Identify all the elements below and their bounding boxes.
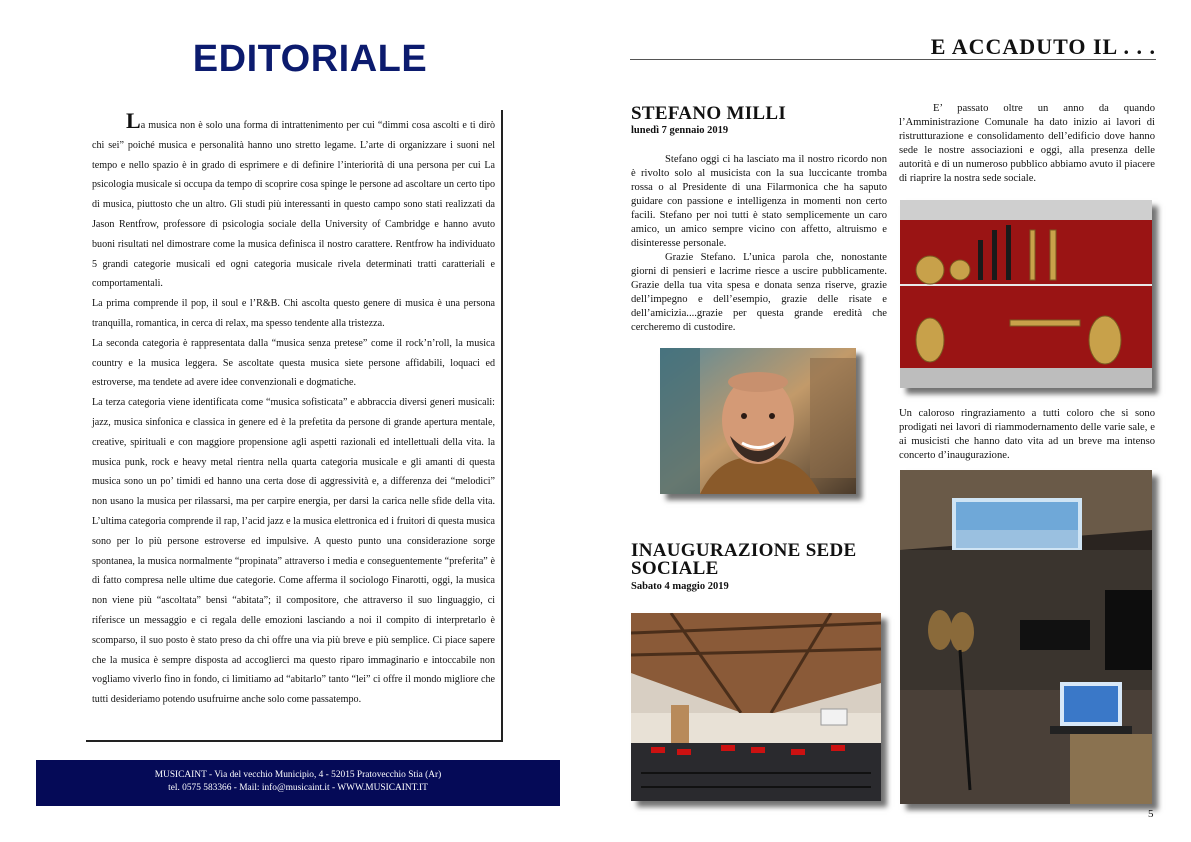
article-paragraph: Stefano oggi ci ha lasciato ma il nostro ricordo non è rivolto solo al musicista con la sua luccicante tromba rossa o al Presidente di una Filarmonica che ha saputo guidare con passione e intelligenza in momenti non certo facili. Stefano per noi tutti è stato semplicemente un caro amico, un amico sempre vicino con affetto, altruismo e disinteresse personale.: [631, 154, 887, 249]
article-paragraph: E’ passato oltre un anno da quando l’Amministrazione Comunale ha dato inizio ai lavori di ristrutturazione e consolidamento dell’edificio dove hanno sede le nostre associazioni e oggi, alla presenza delle autorità e di un numeroso pubblico abbiamo avuto il piacere di riaprire la nostra sede sociale.: [899, 103, 1155, 184]
article-date-inauguration: Sabato 4 maggio 2019: [631, 581, 729, 592]
article-paragraph: Grazie Stefano. L’unica parola che, nonostante giorni di pensieri e lacrime riesce a uscire pubblicamente. Grazie della tua vita spesa e donata senza riserve, grazie dell’impegno e dell’esempio, grazie delle risate e dell’amicizia....grazie per questa grande eredità che cercheremo di custodire.: [631, 252, 887, 333]
footer-address: MUSICAINT - Via del vecchio Municipio, 4 - 52015 Pratovecchio Stia (Ar): [154, 770, 442, 780]
article-body-stefano: [631, 153, 887, 335]
editorial-paragraph: La musica non è solo una forma di intrattenimento per cui “dimmi cosa ascolti e ti dirò chi sei” poiché musica e personalità hanno uno stretto legame. L’arte di organizzare i suoni nel tempo e nello spazio è in grado di esprimere e di definire l’interiorità di una persona per cui La psicologia musicale si occupa da tempo di scoprire cosa spinge le persone ad ascoltare un certo tipo di musica, piuttosto che un altro. Gli studi più interessanti in questo campo sono stati realizzati da Jason Rentfrow, professore di psicologia sociale della University of Cambridge e hanno avuto buoni risultati nel dimostrare come la musica definisca il nostro carattere. Rentfrow ha individuato 5 grandi categorie musicali ed ogni categoria musicale rivela determinati tratti caratteriali e comportamentali.: [92, 108, 495, 290]
footer-contacts: tel. 0575 583366 - Mail: info@musicaint.it - WWW.MUSICAINT.IT: [168, 783, 428, 793]
hall-photo: [631, 613, 881, 801]
article-date-stefano: lunedì 7 gennaio 2019: [631, 125, 729, 136]
section-title: E ACCADUTO IL . . .: [930, 34, 1156, 59]
editorial-body: [86, 110, 503, 742]
article-body-inauguration: [899, 102, 1155, 186]
section-divider: [630, 59, 1156, 60]
page-number: 5: [1148, 808, 1154, 820]
page-title: EDITORIALE: [192, 38, 428, 80]
instruments-showcase-photo: [900, 200, 1152, 388]
article-title-stefano: STEFANO MILLI: [631, 103, 787, 124]
article-title-inauguration: [631, 542, 857, 578]
editorial-paragraph: La seconda categoria è rappresentata dalla “musica senza pretese” come il rock’n’roll, la musica country e la musica leggera. Se ascoltate questa musica siete persone affidabili, loquaci ed estroverse, ma tendete ad avere idee convenzionali e dogmatiche.: [92, 337, 495, 389]
article-paragraph: Un caloroso ringraziamento a tutti coloro che si sono prodigati nei lavori di riammodernamento delle varie sale, e ai musicisti che hanno dato vita ad un breve ma intenso concerto d’inaugurazione.: [899, 408, 1155, 461]
editorial-paragraph: La terza categoria viene identificata come “musica sofisticata” e abbraccia diversi generi musicali: jazz, musica sinfonica e classica in genere ed è la prefetita da persone di grande apertura mentale, creative, spirituali e con maggiore propensione agli aspetti razionali ed intellettuali della vita. la musica punk, rock e heavy metal rientra nella quarta categoria musicale e gli amanti di questa musica sono un po’ timidi ed hanno una certa dose di aggressività e, a differenza dei “melodici” non usano la musica per rilassarsi, ma per carpire energia, per darsi la carica nelle sfide della vita. L’ultima categoria comprende il rap, l’acid jazz e la musica elettronica ed i fruitori di questa musica sono per lo più persone estroverse ed impulsive. A questo punto una considerazione sorge spontanea, la musica normalmente “propinata” attraverso i media e conseguentemente “preferita” è di fatto compresa nelle ultime due categorie. Come afferma il sociologo Finarotti, oggi, la musica non viene più “ascoltata” bensì “abitata”; il compositore, che attraverso il suo linguaggio, ci riferisce un messaggio e ci regala delle emozioni lasciando a noi il compito di interpretarlo è scomparso, il suo posto è stato preso da chi offre una via più breve e più semplice. Ci piace sapere che la musica è sempre disposta ad accoglierci ma questo riparo immaginario e intoccabile non vogliamo viverlo fino in fondo, ci limitiamo ad “abitarlo” tanto “lei” ci offre il mondo migliore che tutti desideriamo potendo usufruirne anche solo come passatempo.: [92, 397, 495, 706]
editorial-paragraph: La prima comprende il pop, il soul e l’R&B. Chi ascolta questo genere di musica è una persona tranquilla, romantica, in cerca di relax, ma spesso tendente alla tristezza.: [92, 298, 495, 329]
thanks-text: [899, 407, 1155, 463]
title-line: SOCIALE: [631, 558, 719, 579]
title-line: INAUGURAZIONE SEDE: [631, 540, 857, 561]
portrait-photo: [660, 348, 856, 494]
footer-contact-bar: [36, 760, 560, 806]
concert-room-photo: [900, 470, 1152, 804]
drop-cap: L: [126, 108, 141, 133]
